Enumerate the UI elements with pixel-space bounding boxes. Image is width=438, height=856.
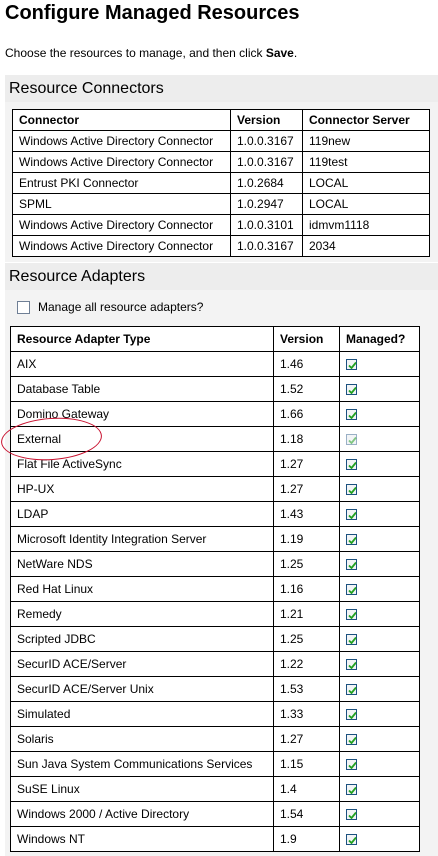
checkbox-checked-icon [348, 411, 357, 420]
table-row [11, 652, 420, 677]
connector-server-cell: 119test [303, 152, 430, 173]
table-row [11, 552, 420, 577]
resource-connectors-panel [5, 102, 438, 262]
adapter-table [10, 326, 420, 852]
managed-checkbox[interactable] [346, 659, 357, 670]
checkbox-checked-icon [348, 461, 357, 470]
managed-cell [340, 627, 420, 652]
managed-checkbox[interactable] [346, 684, 357, 695]
connector-name-cell: Windows Active Directory Connector [13, 131, 231, 152]
connector-server-cell: LOCAL [303, 173, 430, 194]
version-cell: 1.0.0.3167 [231, 152, 303, 173]
adapter-type-cell: Remedy [11, 602, 274, 627]
table-row [11, 752, 420, 777]
version-cell: 1.54 [274, 802, 340, 827]
managed-cell [340, 377, 420, 402]
connector-table-header-row [13, 110, 430, 131]
resource-adapters-panel [5, 290, 438, 856]
adapter-type-cell: SecurID ACE/Server Unix [11, 677, 274, 702]
managed-cell [340, 802, 420, 827]
managed-cell [340, 502, 420, 527]
table-row [11, 727, 420, 752]
managed-checkbox[interactable] [346, 734, 357, 745]
adapter-type-cell: External [11, 427, 274, 452]
manage-all-label: Manage all resource adapters? [38, 300, 204, 314]
managed-cell [340, 452, 420, 477]
version-cell: 1.0.2684 [231, 173, 303, 194]
checkbox-checked-icon [348, 686, 357, 695]
table-row [13, 152, 430, 173]
table-row [13, 131, 430, 152]
column-header-managed: Managed? [340, 327, 420, 352]
adapter-type-cell: HP-UX [11, 477, 274, 502]
managed-checkbox[interactable] [346, 534, 357, 545]
version-cell: 1.43 [274, 502, 340, 527]
managed-checkbox[interactable] [346, 584, 357, 595]
adapter-type-cell: Database Table [11, 377, 274, 402]
managed-checkbox[interactable] [346, 509, 357, 520]
checkbox-checked-icon [348, 761, 357, 770]
column-header-resource-adapter-type: Resource Adapter Type [11, 327, 274, 352]
table-row [11, 777, 420, 802]
adapter-type-cell: NetWare NDS [11, 552, 274, 577]
version-cell: 1.33 [274, 702, 340, 727]
adapter-type-cell: SecurID ACE/Server [11, 652, 274, 677]
table-row [11, 402, 420, 427]
checkbox-checked-icon [348, 536, 357, 545]
table-row [11, 602, 420, 627]
managed-checkbox[interactable] [346, 709, 357, 720]
instructions-text: Choose the resources to manage, and then click [5, 46, 266, 60]
managed-cell [340, 602, 420, 627]
managed-cell [340, 727, 420, 752]
managed-cell [340, 527, 420, 552]
managed-checkbox[interactable] [346, 559, 357, 570]
resource-adapters-header: Resource Adapters [5, 263, 438, 290]
version-cell: 1.0.0.3167 [231, 236, 303, 257]
managed-cell [340, 552, 420, 577]
table-row [11, 702, 420, 727]
table-row [11, 502, 420, 527]
version-cell: 1.27 [274, 477, 340, 502]
table-row [11, 477, 420, 502]
table-row [11, 452, 420, 477]
checkbox-checked-icon [348, 836, 357, 845]
version-cell: 1.53 [274, 677, 340, 702]
adapter-type-cell: Windows NT [11, 827, 274, 852]
checkbox-checked-icon [348, 636, 357, 645]
adapter-type-cell: Flat File ActiveSync [11, 452, 274, 477]
table-row [11, 627, 420, 652]
version-cell: 1.27 [274, 452, 340, 477]
connector-name-cell: Entrust PKI Connector [13, 173, 231, 194]
checkbox-checked-icon [348, 661, 357, 670]
managed-cell [340, 702, 420, 727]
checkbox-checked-icon [348, 611, 357, 620]
instructions-save-word: Save [265, 46, 294, 60]
table-row [11, 827, 420, 852]
checkbox-checked-icon [348, 811, 357, 820]
connector-name-cell: Windows Active Directory Connector [13, 215, 231, 236]
managed-cell [340, 477, 420, 502]
managed-cell [340, 752, 420, 777]
checkbox-checked-icon [348, 736, 357, 745]
version-cell: 1.27 [274, 727, 340, 752]
manage-all-adapters-option[interactable] [17, 300, 203, 314]
version-cell: 1.0.2947 [231, 194, 303, 215]
table-row [11, 677, 420, 702]
adapter-type-cell: Microsoft Identity Integration Server [11, 527, 274, 552]
checkbox-checked-icon [348, 486, 357, 495]
adapter-table-header-row [11, 327, 420, 352]
version-cell: 1.25 [274, 627, 340, 652]
managed-cell [340, 652, 420, 677]
column-header-connector: Connector [13, 110, 231, 131]
adapter-type-cell: Sun Java System Communications Services [11, 752, 274, 777]
page-title: Configure Managed Resources [5, 2, 300, 24]
checkbox-checked-icon [348, 511, 357, 520]
table-row [13, 236, 430, 257]
managed-cell [340, 677, 420, 702]
table-row [13, 194, 430, 215]
version-cell: 1.15 [274, 752, 340, 777]
version-cell: 1.21 [274, 602, 340, 627]
managed-cell [340, 577, 420, 602]
table-row [13, 215, 430, 236]
connector-name-cell: Windows Active Directory Connector [13, 236, 231, 257]
table-row [11, 352, 420, 377]
managed-checkbox[interactable] [346, 484, 357, 495]
table-row [11, 527, 420, 552]
connector-server-cell: idmvm1118 [303, 215, 430, 236]
connector-server-cell: LOCAL [303, 194, 430, 215]
connector-server-cell: 119new [303, 131, 430, 152]
version-cell: 1.0.0.3101 [231, 215, 303, 236]
version-cell: 1.46 [274, 352, 340, 377]
checkbox-checked-icon [348, 586, 357, 595]
version-cell: 1.4 [274, 777, 340, 802]
instructions-period: . [293, 46, 298, 60]
adapter-type-cell: SuSE Linux [11, 777, 274, 802]
managed-cell [340, 777, 420, 802]
managed-checkbox[interactable] [346, 809, 357, 820]
checkbox-checked-icon [348, 561, 357, 570]
managed-cell [340, 427, 420, 452]
version-cell: 1.0.0.3167 [231, 131, 303, 152]
version-cell: 1.22 [274, 652, 340, 677]
adapter-type-cell: Domino Gateway [11, 402, 274, 427]
managed-checkbox[interactable] [346, 609, 357, 620]
managed-checkbox[interactable] [346, 459, 357, 470]
managed-cell [340, 402, 420, 427]
column-header-version: Version [274, 327, 340, 352]
adapter-type-cell: LDAP [11, 502, 274, 527]
managed-checkbox[interactable] [346, 834, 357, 845]
managed-checkbox[interactable] [346, 384, 357, 395]
version-cell: 1.25 [274, 552, 340, 577]
adapter-type-cell: Solaris [11, 727, 274, 752]
version-cell: 1.66 [274, 402, 340, 427]
checkbox-checked-icon [348, 711, 357, 720]
version-cell: 1.9 [274, 827, 340, 852]
table-row [11, 802, 420, 827]
table-row [11, 577, 420, 602]
managed-checkbox[interactable] [346, 409, 357, 420]
managed-checkbox[interactable] [346, 434, 357, 445]
table-row [11, 377, 420, 402]
instructions [5, 46, 297, 60]
checkbox-checked-icon [348, 386, 357, 395]
adapter-type-cell: Red Hat Linux [11, 577, 274, 602]
column-header-version: Version [231, 110, 303, 131]
version-cell: 1.18 [274, 427, 340, 452]
checkbox-checked-icon [348, 361, 357, 370]
managed-checkbox[interactable] [346, 634, 357, 645]
managed-cell [340, 827, 420, 852]
managed-checkbox[interactable] [346, 759, 357, 770]
resource-connectors-header: Resource Connectors [5, 75, 438, 102]
managed-checkbox[interactable] [346, 784, 357, 795]
manage-all-checkbox[interactable] [17, 301, 30, 314]
connector-server-cell: 2034 [303, 236, 430, 257]
adapter-type-cell: Windows 2000 / Active Directory [11, 802, 274, 827]
checkbox-checked-icon [348, 786, 357, 795]
connector-table [12, 109, 430, 257]
column-header-connector-server: Connector Server [303, 110, 430, 131]
adapter-type-cell: Simulated [11, 702, 274, 727]
checkbox-checked-icon [348, 436, 357, 445]
table-row [13, 173, 430, 194]
connector-name-cell: SPML [13, 194, 231, 215]
table-row [11, 427, 420, 452]
connector-name-cell: Windows Active Directory Connector [13, 152, 231, 173]
managed-cell [340, 352, 420, 377]
adapter-type-cell: Scripted JDBC [11, 627, 274, 652]
managed-checkbox[interactable] [346, 359, 357, 370]
adapter-type-cell: AIX [11, 352, 274, 377]
version-cell: 1.16 [274, 577, 340, 602]
version-cell: 1.19 [274, 527, 340, 552]
version-cell: 1.52 [274, 377, 340, 402]
